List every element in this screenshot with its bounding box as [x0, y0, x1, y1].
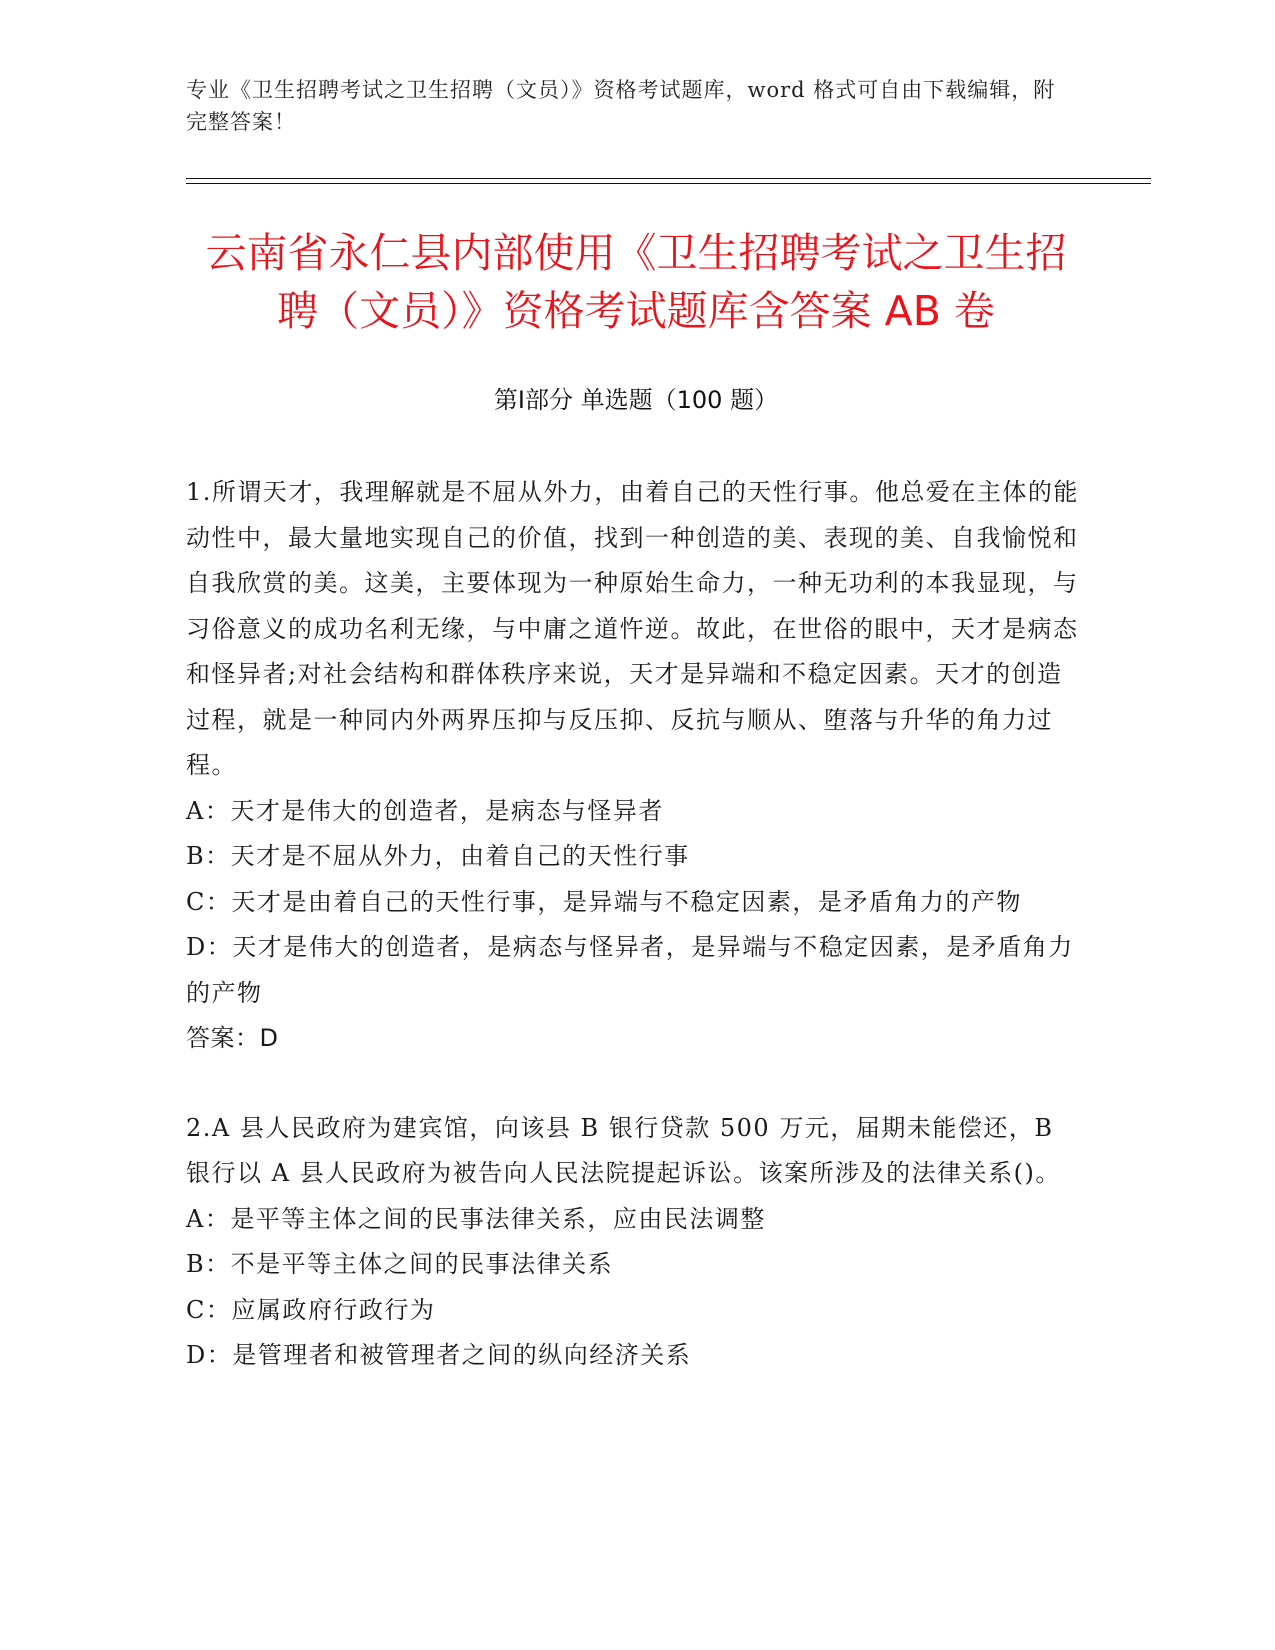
option-c: C：天才是由着自己的天性行事，是异端与不稳定因素，是矛盾角力的产物 — [186, 887, 1022, 916]
question-stem: 1.所谓天才，我理解就是不屈从外力，由着自己的天性行事。他总爱在主体的能动性中，最大量地实现自己的价值，找到一种创造的美、表现的美、自我愉悦和自我欣赏的美。这美，主要体现为一种原始生命力，一种无功利的本我显现，与习俗意义的成功名利无缘，与中庸之道忤逆。故此，在世俗的眼中，天才是病态和怪异者;对社会结构和群体秩序来说，天才是异端和不稳定因素。天才的创造过程，就是一种同内外两界压抑与反压抑、反抗与顺从、堕落与升华的角力过程。 — [186, 478, 1079, 779]
document-title: 云南省永仁县内部使用《卫生招聘考试之卫生招聘（文员）》资格考试题库含答案 AB 卷 — [205, 229, 1067, 335]
header-divider-top — [186, 178, 1151, 179]
question-stem: 2.A 县人民政府为建宾馆，向该县 B 银行贷款 500 万元，届期未能偿还，B 银行以 A 县人民政府为被告向人民法院提起诉讼。该案所涉及的法律关系()。 — [186, 1113, 1061, 1187]
header-note: 专业《卫生招聘考试之卫生招聘（文员）》资格考试题库，word 格式可自由下载编辑，附完整答案！ — [186, 78, 1056, 134]
option-d: D：天才是伟大的创造者，是病态与怪异者，是异端与不稳定因素，是矛盾角力的产物 — [186, 933, 1074, 1007]
option-b: B：天才是不屈从外力，由着自己的天性行事 — [186, 842, 690, 870]
question-item — [186, 470, 1081, 1062]
option-a: A：天才是伟大的创造者，是病态与怪异者 — [186, 796, 664, 825]
header-divider-bottom — [186, 183, 1151, 184]
question-item — [186, 1106, 1081, 1379]
answer-line: 答案：D — [186, 1024, 279, 1052]
option-a: A：是平等主体之间的民事法律关系，应由民法调整 — [186, 1204, 766, 1233]
option-b: B：不是平等主体之间的民事法律关系 — [186, 1250, 614, 1278]
option-c: C：应属政府行政行为 — [186, 1295, 436, 1324]
question-list — [186, 470, 1081, 1423]
section-title: 第Ⅰ部分 单选题（100 题） — [493, 386, 779, 414]
option-d: D：是管理者和被管理者之间的纵向经济关系 — [186, 1341, 692, 1369]
